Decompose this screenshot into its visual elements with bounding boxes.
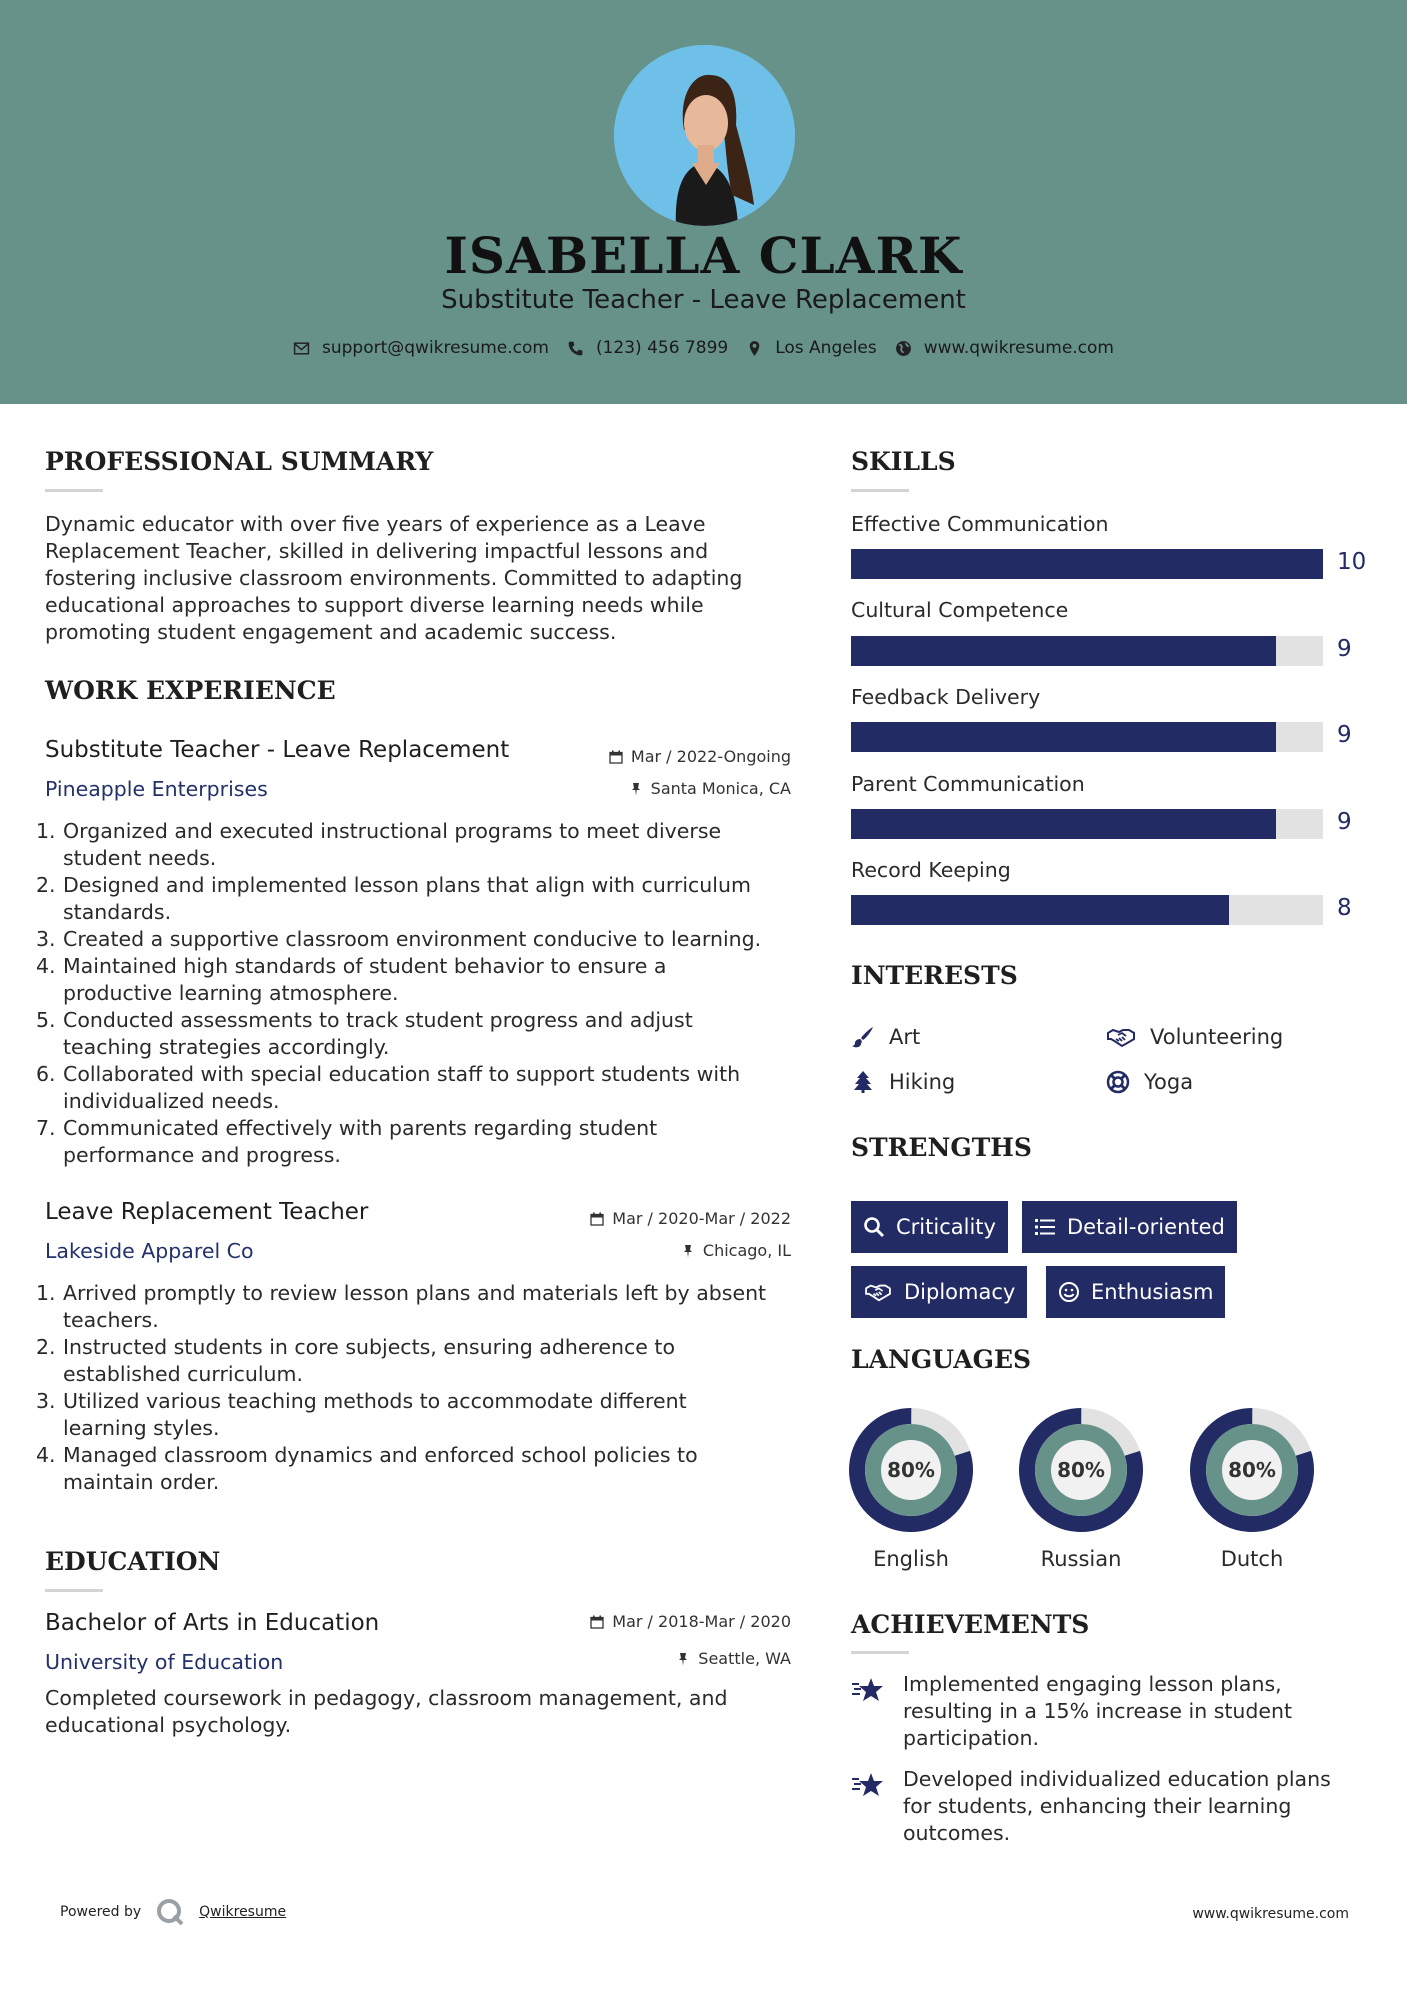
strength-label: Criticality — [896, 1215, 996, 1239]
resume-header — [0, 0, 1407, 404]
globe-icon — [895, 340, 912, 357]
skill-value: 9 — [1337, 809, 1352, 835]
job-location — [629, 779, 791, 798]
list-item: 5. Conducted assessments to track student progress and adjust teaching strategies accordingly. — [36, 1008, 693, 1059]
summary-heading: PROFESSIONAL SUMMARY — [45, 447, 434, 476]
calendar-icon — [590, 1615, 604, 1629]
powered-by-text: Powered by — [60, 1904, 142, 1920]
skill-bar — [851, 722, 1323, 752]
summary-underline — [45, 489, 103, 492]
language-name: Dutch — [1220, 1547, 1284, 1571]
education-heading: EDUCATION — [45, 1547, 221, 1576]
job-duties-list — [36, 1280, 796, 1496]
degree-title: Bachelor of Arts in Education — [45, 1610, 380, 1636]
list-item: 6. Collaborated with special education staff to support students with individualized needs. — [36, 1062, 741, 1113]
contact-location-text: Los Angeles — [775, 338, 877, 358]
interest-item — [851, 1070, 955, 1094]
job-dates — [609, 747, 791, 766]
skill-fill — [851, 722, 1276, 752]
location-icon — [746, 340, 763, 357]
list-icon — [1034, 1216, 1056, 1238]
language-donut — [1016, 1405, 1146, 1535]
strength-label: Detail-oriented — [1067, 1215, 1225, 1239]
language-item — [846, 1405, 976, 1571]
strength-tag — [851, 1266, 1027, 1318]
pin-icon — [629, 782, 643, 796]
summary-text — [45, 511, 785, 646]
skill-fill — [851, 809, 1276, 839]
achievements-heading: ACHIEVEMENTS — [851, 1610, 1090, 1639]
candidate-name: ISABELLA CLARK — [444, 226, 963, 285]
list-item: 7. Communicated effectively with parents regarding student performance and progress. — [36, 1116, 658, 1167]
star-icon — [851, 1770, 885, 1800]
education-dates-text: Mar / 2018-Mar / 2020 — [612, 1612, 791, 1631]
job-dates-text: Mar / 2020-Mar / 2022 — [612, 1209, 791, 1228]
job-company: Lakeside Apparel Co — [45, 1239, 254, 1263]
skill-name: Feedback Delivery — [851, 685, 1041, 709]
education-dates — [590, 1612, 791, 1631]
skill-name: Effective Communication — [851, 512, 1109, 536]
star-icon — [851, 1675, 885, 1705]
summary-line: promoting student engagement and academic success. — [45, 620, 617, 644]
list-item: 1. Arrived promptly to review lesson plans and materials left by absent teachers. — [36, 1281, 767, 1332]
pin-icon — [681, 1244, 695, 1258]
qwikresume-logo-icon — [155, 1897, 185, 1927]
skill-fill — [851, 895, 1229, 925]
lifebuoy-icon — [1106, 1070, 1130, 1094]
strength-label: Enthusiasm — [1091, 1280, 1214, 1304]
skill-bar — [851, 895, 1323, 925]
list-item: 4. Managed classroom dynamics and enforced school policies to maintain order. — [36, 1443, 698, 1494]
language-percent: 80% — [1228, 1458, 1276, 1482]
languages-heading: LANGUAGES — [851, 1345, 1032, 1374]
contact-website[interactable] — [895, 338, 1114, 358]
skills-underline — [851, 489, 909, 492]
achievement-text: Developed individualized education plans for students, enhancing their learning outcomes. — [903, 1767, 1331, 1845]
contact-phone[interactable] — [567, 338, 728, 358]
strength-tag — [1046, 1266, 1225, 1318]
candidate-title: Substitute Teacher - Leave Replacement — [441, 285, 966, 315]
phone-icon — [567, 340, 584, 357]
interest-label: Art — [889, 1025, 921, 1049]
paintbrush-icon — [851, 1025, 875, 1049]
language-item — [1187, 1405, 1317, 1571]
education-location — [676, 1649, 791, 1668]
summary-line: Replacement Teacher, skilled in delivering impactful lessons and — [45, 539, 709, 563]
skill-value: 9 — [1337, 722, 1352, 748]
interest-item — [1106, 1025, 1283, 1049]
school-name: University of Education — [45, 1650, 284, 1674]
skill-value: 10 — [1337, 549, 1367, 575]
strength-tag — [1022, 1201, 1237, 1253]
skill-value: 9 — [1337, 636, 1352, 662]
tree-icon — [851, 1070, 875, 1094]
job-duties-list — [36, 818, 796, 1169]
interest-item — [1106, 1070, 1193, 1094]
contact-bar — [0, 338, 1407, 358]
education-underline — [45, 1589, 103, 1592]
job-dates — [590, 1209, 791, 1228]
list-item: 3. Utilized various teaching methods to accommodate different learning styles. — [36, 1389, 687, 1440]
job-title: Substitute Teacher - Leave Replacement — [45, 737, 510, 763]
skill-name: Parent Communication — [851, 772, 1085, 796]
job-title: Leave Replacement Teacher — [45, 1199, 369, 1225]
language-percent: 80% — [1057, 1458, 1105, 1482]
achievements-underline — [851, 1651, 909, 1654]
interest-label: Volunteering — [1150, 1025, 1284, 1049]
contact-email-text: support@qwikresume.com — [322, 338, 549, 358]
language-donut — [846, 1405, 976, 1535]
pin-icon — [676, 1652, 690, 1666]
job-location-text: Chicago, IL — [702, 1241, 791, 1260]
contact-phone-text: (123) 456 7899 — [595, 338, 729, 358]
job-dates-text: Mar / 2022-Ongoing — [630, 747, 791, 766]
calendar-icon — [590, 1212, 604, 1226]
strength-label: Diplomacy — [904, 1280, 1016, 1304]
smile-icon — [1058, 1281, 1080, 1303]
language-percent: 80% — [887, 1458, 935, 1482]
job-location-text: Santa Monica, CA — [650, 779, 791, 798]
interest-label: Yoga — [1144, 1070, 1194, 1094]
envelope-icon — [293, 340, 310, 357]
handshake-icon — [863, 1281, 893, 1303]
interests-heading: INTERESTS — [851, 961, 1018, 990]
summary-line: fostering inclusive classroom environments. Committed to adapting — [45, 566, 743, 590]
interest-item — [851, 1025, 920, 1049]
achievement-item — [851, 1766, 1351, 1847]
contact-website-text: www.qwikresume.com — [923, 338, 1114, 358]
search-icon — [863, 1216, 885, 1238]
profile-photo — [614, 45, 795, 226]
language-item — [1016, 1405, 1146, 1571]
language-donut — [1187, 1405, 1317, 1535]
skill-name: Record Keeping — [851, 858, 1011, 882]
achievement-text: Implemented engaging lesson plans, resulting in a 15% increase in student participation. — [903, 1672, 1293, 1750]
job-location — [681, 1241, 791, 1260]
language-name: English — [873, 1547, 949, 1571]
handshake-icon — [1106, 1025, 1136, 1049]
footer-website[interactable]: www.qwikresume.com — [1192, 1906, 1349, 1922]
skill-value: 8 — [1337, 895, 1352, 921]
list-item: 2. Instructed students in core subjects, ensuring adherence to established curriculum. — [36, 1335, 675, 1386]
list-item: 1. Organized and executed instructional programs to meet diverse student needs. — [36, 819, 722, 870]
strengths-heading: STRENGTHS — [851, 1133, 1032, 1162]
skill-fill — [851, 549, 1323, 579]
job-company: Pineapple Enterprises — [45, 777, 268, 801]
interest-label: Hiking — [889, 1070, 956, 1094]
contact-email[interactable] — [293, 338, 549, 358]
list-item: 4. Maintained high standards of student behavior to ensure a productive learning atmosphere. — [36, 954, 667, 1005]
experience-heading: WORK EXPERIENCE — [45, 676, 336, 705]
strength-tag — [851, 1201, 1008, 1253]
achievement-item — [851, 1671, 1351, 1752]
brand-link[interactable]: Qwikresume — [199, 1904, 287, 1920]
list-item: 3. Created a supportive classroom environment conducive to learning. — [36, 927, 762, 951]
skill-name: Cultural Competence — [851, 598, 1069, 622]
skills-heading: SKILLS — [851, 447, 956, 476]
list-item: 2. Designed and implemented lesson plans that align with curriculum standards. — [36, 873, 751, 924]
skill-bar — [851, 809, 1323, 839]
skill-fill — [851, 636, 1276, 666]
language-name: Russian — [1040, 1547, 1122, 1571]
skill-bar — [851, 636, 1323, 666]
footer-branding — [60, 1897, 286, 1927]
education-description: Completed coursework in pedagogy, classroom management, and educational psychology. — [45, 1686, 728, 1737]
calendar-icon — [609, 750, 623, 764]
summary-line: educational approaches to support diverse learning needs while — [45, 593, 704, 617]
skill-bar — [851, 549, 1323, 579]
contact-location — [746, 338, 877, 358]
summary-line: Dynamic educator with over five years of experience as a Leave — [45, 512, 706, 536]
education-location-text: Seattle, WA — [698, 1649, 791, 1668]
